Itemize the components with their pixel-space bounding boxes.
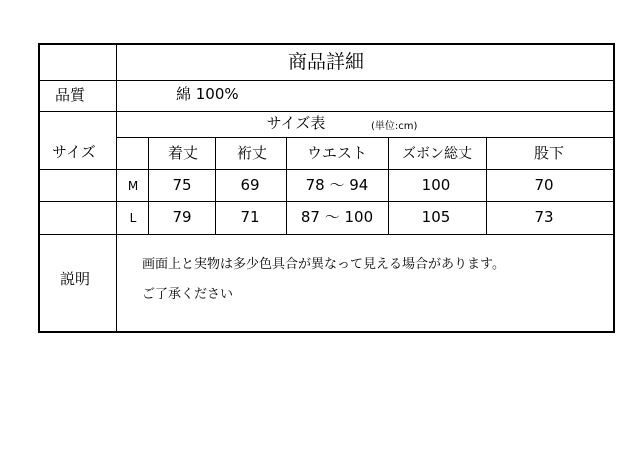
column-divider <box>215 137 216 234</box>
label-column-divider <box>116 43 117 333</box>
table-border-left <box>38 43 40 333</box>
table-border-bottom <box>38 331 615 333</box>
header-sleeve: 裄丈 <box>236 144 268 162</box>
table-cell: 105 <box>421 208 451 226</box>
column-divider <box>286 137 287 234</box>
row-divider <box>116 137 615 138</box>
size-table-unit: (単位:cm) <box>371 121 418 132</box>
header-inseam: 股下 <box>533 144 565 162</box>
header-length: 着丈 <box>167 144 199 162</box>
table-cell: 78 〜 94 <box>305 176 369 194</box>
header-pants-length: ズボン総丈 <box>402 146 472 162</box>
table-row-size: L <box>129 211 137 225</box>
table-cell: 100 <box>421 176 451 194</box>
column-divider <box>148 137 149 234</box>
description-line: 画面上と実物は多少色具合が異なって見える場合があります。 <box>142 257 505 272</box>
material-value: 綿 100% <box>176 85 239 103</box>
description-line: ご了承ください <box>142 287 234 302</box>
table-border-top <box>38 43 615 45</box>
row-divider <box>38 201 615 202</box>
column-divider <box>388 137 389 234</box>
row-divider <box>38 234 615 235</box>
sheet-title: 商品詳細 <box>287 51 365 73</box>
table-cell: 79 <box>172 208 192 226</box>
column-divider <box>486 137 487 234</box>
description-label: 説明 <box>60 270 91 288</box>
size-table-title: サイズ表 <box>266 114 326 132</box>
size-row-label: サイズ <box>52 143 96 161</box>
row-divider <box>38 80 615 81</box>
table-cell: 70 <box>534 176 554 194</box>
header-waist: ウエスト <box>306 144 368 162</box>
row-divider <box>38 169 615 170</box>
row-divider <box>38 111 615 112</box>
table-cell: 87 〜 100 <box>300 208 374 226</box>
table-row-size: M <box>127 179 139 193</box>
table-cell: 69 <box>240 176 260 194</box>
material-label: 品質 <box>55 86 86 104</box>
table-cell: 71 <box>240 208 260 226</box>
table-border-right <box>613 43 615 333</box>
table-cell: 75 <box>172 176 192 194</box>
table-cell: 73 <box>534 208 554 226</box>
